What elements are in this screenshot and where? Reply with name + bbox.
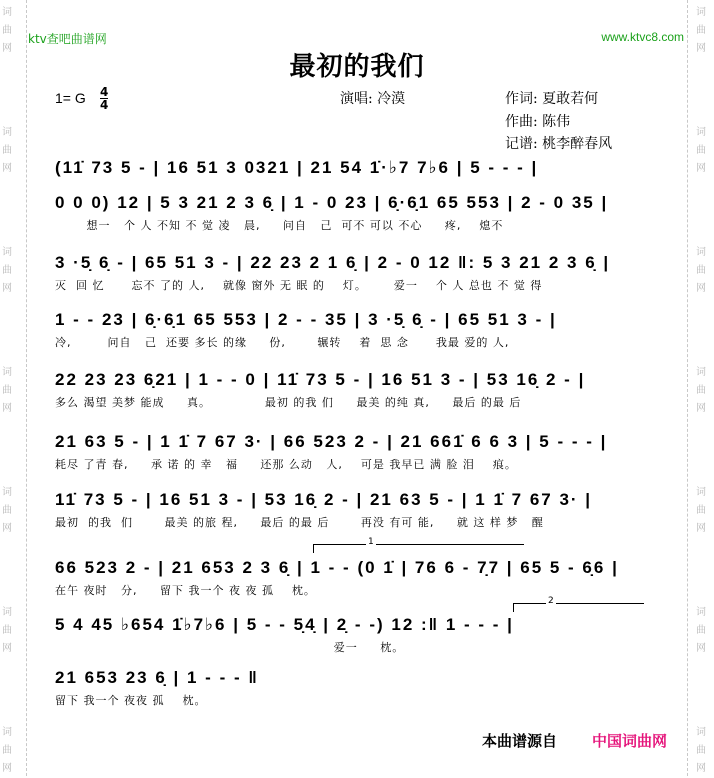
score-row [55, 558, 655, 602]
watermark-text: 词 曲 网 [696, 127, 706, 174]
notation-line: 66 523 2 - | 21 653 2 3 6̣ | 1 - - (0 1̇ | 76 6 - 7̣7 | 65 5 - 6̣6 | [55, 558, 619, 577]
watermark-text: 词 曲 网 [2, 607, 12, 654]
lyrics-line: 爱一 枕。 [55, 641, 405, 654]
lyrics-line: 灭 回 忆 忘不 了的 人, 就像 窗外 无 眠 的 灯。 爱一 个 人 总也 不 觉 得 [55, 279, 543, 292]
source-link[interactable]: 中国词曲网 [592, 732, 668, 750]
score-row [55, 370, 655, 414]
notation-line: 1 - - 23 | 6̣·6̣1 65 553 | 2 - - 35 | 3 ·5̣ 6̣ - | 65 51 3 - | [55, 310, 557, 329]
score-row [55, 490, 655, 534]
volta-bracket-1 [313, 537, 524, 553]
lyrics-line: 耗尽 了青 春, 承 诺 的 幸 福 还那 么动 人, 可是 我早已 满 脸 泪 痕。 [55, 458, 517, 471]
notation-line: 11̇ 73 5 - | 16 51 3 - | 53 16̣ 2 - | 21 63 5 - | 1 1̇ 7 67 3· | [55, 490, 593, 509]
lyricist-credit: 作词: 夏敢若何 [505, 91, 599, 107]
lyrics-line: 最初 的我 们 最美 的旅 程, 最后 的最 后 再没 有可 能, 就 这 样 梦 醒 [55, 516, 544, 529]
watermark-text: 词 曲 网 [2, 7, 12, 54]
time-signature-top: 4 [100, 85, 109, 99]
lyrics-line: 在午 夜时 分, 留下 我一个 夜 夜 孤 枕。 [55, 584, 316, 597]
score-row [55, 668, 655, 712]
watermark-text: 词 曲 网 [696, 247, 706, 294]
score-row [55, 310, 655, 354]
volta-number: 2 [548, 596, 554, 606]
watermark-text: 词 曲 网 [696, 727, 706, 774]
site-name-left[interactable]: ktv查吧曲谱网 [28, 32, 107, 46]
lyrics-line: 留下 我一个 夜夜 孤 枕。 [55, 694, 207, 707]
watermark-text: 词 曲 网 [2, 727, 12, 774]
time-signature-bottom: 4 [100, 98, 109, 112]
site-url-right[interactable]: www.ktvc8.com [601, 30, 684, 44]
source-label: 本曲谱源自 [482, 732, 558, 750]
volta-bracket-2 [513, 596, 644, 612]
watermark-text: 词 曲 网 [696, 367, 706, 414]
song-title: 最初的我们 [289, 52, 425, 82]
singer-credit: 演唱: 冷漠 [340, 91, 406, 107]
lyrics-line: 冷, 问自 己 还要 多长 的缘 份, 辗转 着 思 念 我最 爱的 人, [55, 336, 510, 349]
score-row [55, 193, 655, 237]
notation-line: 21 63 5 - | 1 1̇ 7 67 3· | 66 523 2 - | 21 661̇ 6 6 3 | 5 - - - | [55, 432, 608, 451]
score-row [55, 615, 655, 659]
watermark-strip-left [2, 0, 27, 776]
watermark-text: 词 曲 网 [2, 127, 12, 174]
lyrics-line: 多么 渴望 美梦 能成 真。 最初 的我 们 最美 的纯 真, 最后 的最 后 [55, 396, 522, 409]
notation-line: 5 4 45 ♭654 1̇♭7♭6 | 5 - - 5̣4̣ | 2̣ - -) 12 :‖ 1 - - - | [55, 615, 514, 634]
watermark-text: 词 曲 网 [2, 487, 12, 534]
watermark-text: 词 曲 网 [696, 7, 706, 54]
watermark-text: 词 曲 网 [696, 487, 706, 534]
score-row [55, 253, 655, 297]
notation-line: 3 ·5̣ 6̣ - | 65 51 3 - | 22 23 2 1 6̣ | 2 - 0 12 ‖: 5 3 21 2 3 6̣ | [55, 253, 611, 272]
lyrics-line: 想一 个 人 不知 不 觉 凌 晨, 问自 己 可不 可以 不心 疼, 熄不 [55, 219, 504, 232]
composer-credit: 作曲: 陈伟 [505, 114, 571, 130]
watermark-text: 词 曲 网 [696, 607, 706, 654]
watermark-text: 词 曲 网 [2, 367, 12, 414]
time-signature [100, 86, 108, 111]
notation-line: (11̇ 73 5 - | 16 51 3 0321 | 21 54 1̇·♭7 7♭6 | 5 - - - | [55, 158, 539, 177]
watermark-text: 词 曲 网 [2, 247, 12, 294]
notation-line: 0 0 0) 12 | 5 3 21 2 3 6̣ | 1 - 0 23 | 6̣·6̣1 65 553 | 2 - 0 35 | [55, 193, 609, 212]
notation-line: 21 653 23 6̣ | 1 - - - ‖ [55, 668, 259, 687]
transcriber-credit: 记谱: 桃李醉春风 [505, 136, 613, 152]
watermark-strip-right [687, 0, 706, 776]
notation-line: 22 23 23 6̣21 | 1 - - 0 | 11̇ 73 5 - | 16 51 3 - | 53 16̣ 2 - | [55, 370, 586, 389]
volta-number: 1 [368, 537, 374, 547]
key-signature: 1= G [55, 90, 86, 106]
score-row [55, 432, 655, 476]
